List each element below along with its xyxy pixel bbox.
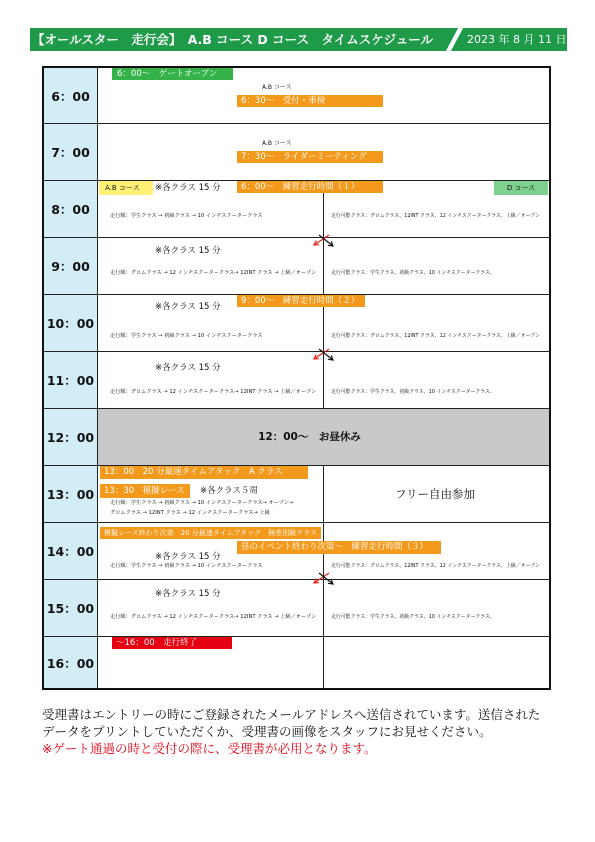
rider-meeting-label: 7：30～ ライダーミーティング [237,151,383,163]
receipt-note-line: 受理書はエントリーの時にご登録されたメールアドレスへ送信されています。送信された [42,707,541,722]
ab-run-order: 走行順：学生クラス → 初級クラス → 10 インチスクータークラス [110,213,263,219]
receipt-note-line: データをプリントしていただくか、受理書の画像をスタッフにお見せください。 [42,724,492,739]
practice-1-label: 6：00～ 練習走行時間（１） [237,181,383,193]
mock-race-label: 13：30 模擬レース [100,484,190,498]
meeting-course-note: A.B コース [262,140,292,147]
ab-run-order: 走行順：グロムクラス → 12 インチスクータークラス→ 12INT クラス → 上級／オープン [110,270,317,276]
time-slot-label: 10：00 [46,316,95,331]
course-column-divider [323,180,324,408]
d-allowed-classes: 走行可能クラス：グロムクラス、12INT クラス、12 インチスクータークラス、上級／オープン [331,213,540,219]
course-swap-arrows-icon [309,233,337,249]
d-allowed-classes: 走行可能クラス：グロムクラス、12INT クラス、12 インチスクータークラス、上級／オープン [331,333,540,339]
time-column-divider [97,66,98,690]
mock-race-laps: ※各クラス５周 [200,486,258,496]
ab-run-order: 走行順：グロムクラス → 12 インチスクータークラス→ 12INT クラス → 上級／オープン [110,614,317,620]
session-duration: ※各クラス 15 分 [155,363,221,373]
lunch-break-label: 12：00～ お昼休み [258,431,361,443]
ab-run-order: 走行順：学生クラス → 初級クラス → 10 インチスクータークラス [110,563,263,569]
row-divider [42,123,551,124]
ab-course-tag: A.B コース [99,181,153,195]
time-slot-label: 14：00 [46,544,95,559]
d-allowed-classes: 走行可能クラス：学生クラス、初級クラス、10 インチスクータークラス、 [331,389,495,395]
time-slot-label: 9：00 [51,259,90,274]
time-slot-label: 11：00 [46,373,95,388]
d-allowed-classes: 走行可能クラス：学生クラス、初級クラス、10 インチスクータークラス、 [331,614,495,620]
ab-run-order: 走行順：学生クラス → 初級クラス → 10 インチスクータークラス [110,333,263,339]
session-duration: ※各クラス 15 分 [155,183,221,193]
course-swap-arrows-icon [309,571,337,587]
reception-label: 6：30～ 受付・車検 [237,95,383,107]
session-duration: ※各クラス 15 分 [155,552,221,562]
ab-run-order: 走行順：グロムクラス → 12 インチスクータークラス→ 12INT クラス → 上級／オープン [110,389,317,395]
time-slot-label: 8：00 [51,202,90,217]
row-divider [42,522,551,523]
receipt-warning: ※ゲート通過の時と受付の際に、受理書が必用となります。 [42,741,377,756]
time-slot-label: 13：00 [46,487,95,502]
practice-3-label: 昼のイベント終わり次第～ 練習走行時間（３） [237,541,441,554]
time-slot-label: 16：00 [46,655,95,671]
row-divider [42,579,551,580]
time-slot-label: 12：00 [46,430,95,445]
event-date: 2023 年 8 月 11 日 [467,33,567,46]
session-duration: ※各クラス 15 分 [155,246,221,256]
mock-race-order-line: 走行順：学生クラス → 初級クラス → 10 インチスクータークラス→ オープン→ [110,500,294,506]
free-run-label: フリー自由参加 [395,487,476,501]
practice-2-label: 9：00～ 練習走行時間（２） [237,295,365,307]
reception-course-note: A.B コース [262,84,292,91]
d-allowed-classes: 走行可能クラス：グロムクラス、12INT クラス、12 インチスクータークラス、上級／オープン [331,563,540,569]
time-attack-a-label: 13：00 20 分最速タイムアタック A クラス [100,466,308,479]
gate-open-label: 6：00～ ゲートオープン [112,68,233,80]
row-divider [42,237,551,238]
time-attack-open-label: 模擬レース終わり次第 20 分最速タイムアタック 無差別級クラス [100,527,321,539]
time-slot-label: 7：00 [51,145,90,160]
course-swap-arrows-icon [309,347,337,363]
session-end-label: ～16：00 走行終了 [112,637,232,649]
session-duration: ※各クラス 15 分 [155,302,221,312]
time-slot-label: 6：00 [51,88,90,104]
schedule-title: 【オールスター 走行会】 A.B コース D コース タイムスケジュール [32,32,433,47]
mock-race-order-line: グロムクラス → 12INT クラス → 12 インチスクータークラス→ 上級 [110,510,270,516]
time-slot-label: 15：00 [46,601,95,616]
d-allowed-classes: 走行可能クラス：学生クラス、初級クラス、10 インチスクータークラス、 [331,270,495,276]
row-divider [42,351,551,352]
d-course-tag: D コース [494,181,548,195]
session-duration: ※各クラス 15 分 [155,589,221,599]
